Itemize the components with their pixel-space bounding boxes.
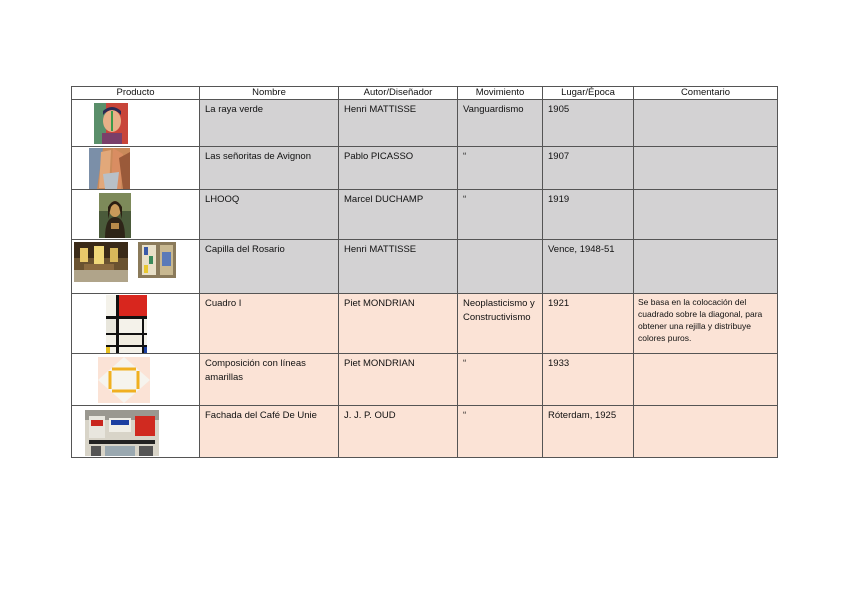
chapel-interior-image bbox=[74, 242, 128, 282]
product-cell bbox=[72, 406, 200, 458]
painting-raya-verde-image bbox=[94, 103, 128, 144]
header-comentario: Comentario bbox=[634, 87, 778, 100]
product-cell bbox=[72, 190, 200, 240]
autor-cell: Piet MONDRIAN bbox=[339, 354, 458, 406]
product-cell bbox=[72, 100, 200, 147]
nombre-cell: LHOOQ bbox=[200, 190, 339, 240]
painting-lineas-amarillas-image bbox=[98, 357, 150, 403]
painting-cuadro-i-image bbox=[106, 295, 147, 353]
header-nombre: Nombre bbox=[200, 87, 339, 100]
nombre-cell: La raya verde bbox=[200, 100, 339, 147]
autor-cell: Henri MATTISSE bbox=[339, 240, 458, 294]
comentario-cell bbox=[634, 406, 778, 458]
movimiento-cell: Vanguardismo bbox=[458, 100, 543, 147]
movimiento-cell: Neoplasticismo y Constructivismo bbox=[458, 294, 543, 354]
comentario-cell bbox=[634, 147, 778, 190]
lugar-cell: 1919 bbox=[543, 190, 634, 240]
comentario-cell bbox=[634, 190, 778, 240]
cafe-de-unie-facade-image bbox=[85, 410, 159, 456]
product-cell bbox=[72, 354, 200, 406]
painting-lhooq-image bbox=[99, 193, 131, 238]
header-movimiento: Movimiento bbox=[458, 87, 543, 100]
lugar-cell: Vence, 1948-51 bbox=[543, 240, 634, 294]
product-cell bbox=[72, 294, 200, 354]
header-producto: Producto bbox=[72, 87, 200, 100]
table-row bbox=[72, 190, 778, 240]
artworks-table bbox=[71, 86, 778, 458]
nombre-cell: Fachada del Café De Unie bbox=[200, 406, 339, 458]
lugar-cell: 1933 bbox=[543, 354, 634, 406]
autor-cell: Marcel DUCHAMP bbox=[339, 190, 458, 240]
table-row bbox=[72, 147, 778, 190]
table-row bbox=[72, 240, 778, 294]
table-row bbox=[72, 354, 778, 406]
table-row bbox=[72, 100, 778, 147]
table-row bbox=[72, 294, 778, 354]
autor-cell: Henri MATTISSE bbox=[339, 100, 458, 147]
autor-cell: J. J. P. OUD bbox=[339, 406, 458, 458]
autor-cell: Pablo PICASSO bbox=[339, 147, 458, 190]
header-lugar: Lugar/Época bbox=[543, 87, 634, 100]
chapel-window-image bbox=[138, 242, 176, 278]
nombre-cell: Las señoritas de Avignon bbox=[200, 147, 339, 190]
movimiento-cell bbox=[458, 240, 543, 294]
movimiento-cell: “ bbox=[458, 406, 543, 458]
comentario-cell bbox=[634, 354, 778, 406]
nombre-cell: Composición con líneas amarillas bbox=[200, 354, 339, 406]
painting-avignon-image bbox=[89, 148, 130, 189]
movimiento-cell: “ bbox=[458, 190, 543, 240]
product-cell bbox=[72, 240, 200, 294]
comentario-cell: Se basa en la colocación del cuadrado sobre la diagonal, para obtener una rejilla y distribuye colores puros. bbox=[634, 294, 778, 354]
nombre-cell: Cuadro I bbox=[200, 294, 339, 354]
lugar-cell: 1907 bbox=[543, 147, 634, 190]
table-header-row bbox=[72, 87, 778, 100]
lugar-cell: Róterdam, 1925 bbox=[543, 406, 634, 458]
nombre-cell: Capilla del Rosario bbox=[200, 240, 339, 294]
movimiento-cell: “ bbox=[458, 354, 543, 406]
lugar-cell: 1905 bbox=[543, 100, 634, 147]
movimiento-cell: “ bbox=[458, 147, 543, 190]
table-row bbox=[72, 406, 778, 458]
comentario-cell bbox=[634, 240, 778, 294]
autor-cell: Piet MONDRIAN bbox=[339, 294, 458, 354]
product-cell bbox=[72, 147, 200, 190]
lugar-cell: 1921 bbox=[543, 294, 634, 354]
header-autor: Autor/Diseñador bbox=[339, 87, 458, 100]
comentario-cell bbox=[634, 100, 778, 147]
